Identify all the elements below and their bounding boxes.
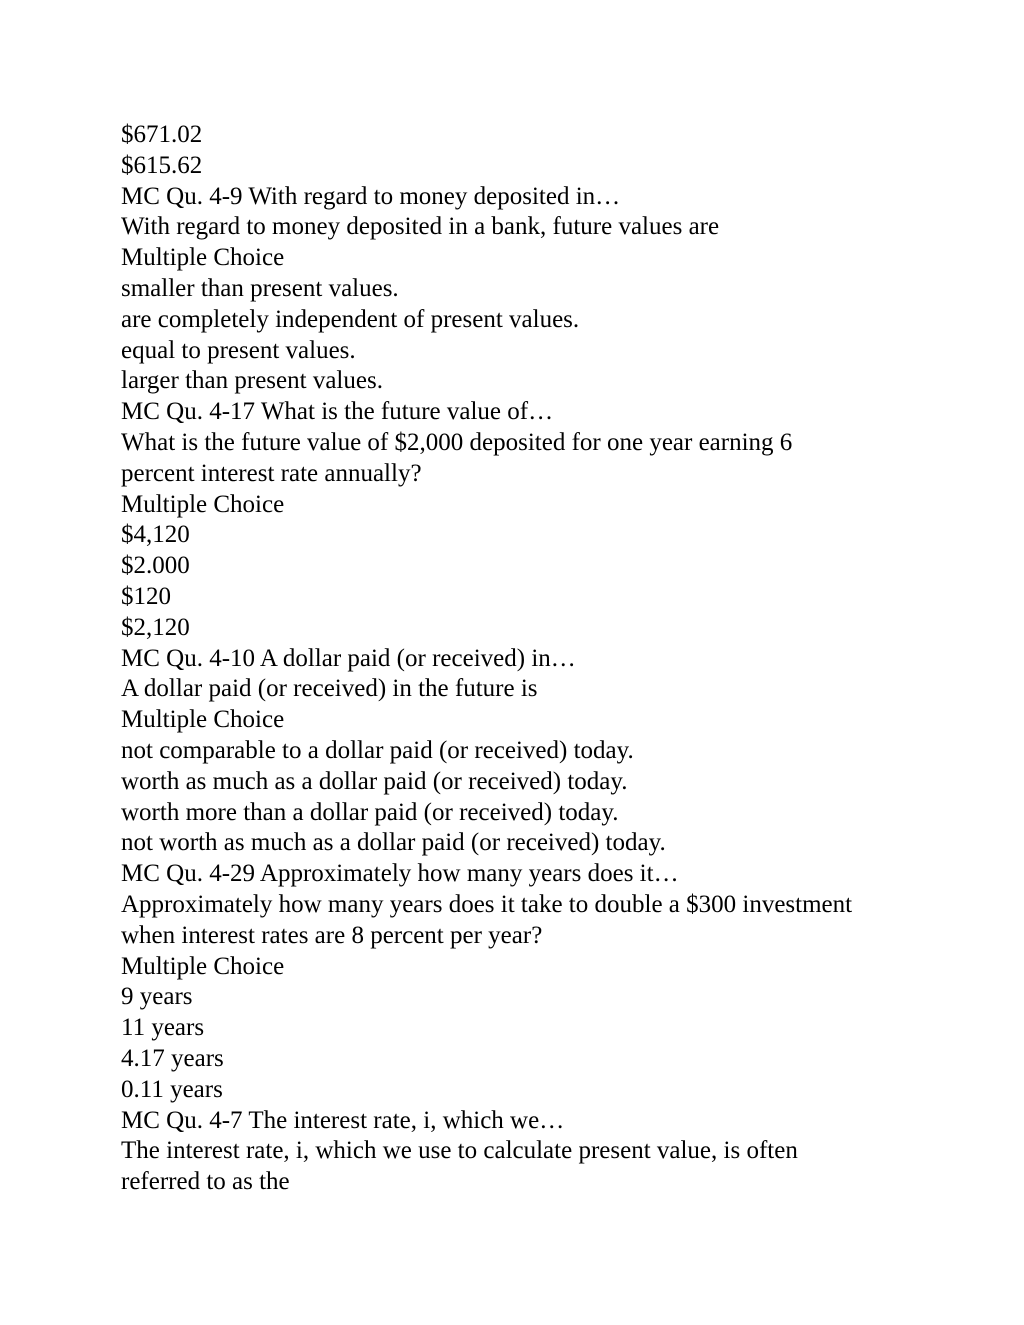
answer-option: not comparable to a dollar paid (or received) today. [121,736,634,764]
answer-option: larger than present values. [121,367,383,395]
answer-option: smaller than present values. [121,274,399,302]
question-type-label: Multiple Choice [121,706,285,734]
document-text [121,120,921,1198]
question-text: What is the future value of $2,000 deposited for one year earning 6 [121,428,793,456]
answer-option: $2,120 [121,613,190,641]
answer-option: $2.000 [121,552,190,580]
question-heading: MC Qu. 4-29 Approximately how many years does it… [121,860,679,888]
question-text: A dollar paid (or received) in the future is [121,675,538,703]
question-type-label: Multiple Choice [121,490,285,518]
answer-option: 0.11 years [121,1075,223,1103]
question-heading: MC Qu. 4-7 The interest rate, i, which we… [121,1106,565,1134]
question-text: With regard to money deposited in a bank, future values are [121,213,720,241]
answer-option: worth as much as a dollar paid (or received) today. [121,767,628,795]
question-heading: MC Qu. 4-17 What is the future value of… [121,398,554,426]
question-text: The interest rate, i, which we use to calculate present value, is often [121,1137,798,1165]
question-text: referred to as the [121,1168,290,1196]
answer-option: 11 years [121,1014,205,1042]
answer-option: 4.17 years [121,1044,224,1072]
answer-option: worth more than a dollar paid (or received) today. [121,798,619,826]
answer-option: are completely independent of present values. [121,305,580,333]
question-type-label: Multiple Choice [121,244,285,272]
question-type-label: Multiple Choice [121,952,285,980]
question-text: Approximately how many years does it take to double a $300 investment [121,890,853,918]
answer-option: 9 years [121,983,193,1011]
question-heading: MC Qu. 4-9 With regard to money deposited in… [121,182,621,210]
question-text: when interest rates are 8 percent per year? [121,921,543,949]
question-text: percent interest rate annually? [121,459,422,487]
question-heading: MC Qu. 4-10 A dollar paid (or received) in… [121,644,576,672]
answer-option: $4,120 [121,521,190,549]
answer-option: $671.02 [121,121,203,148]
answer-option: $615.62 [121,151,203,179]
answer-option: equal to present values. [121,336,356,364]
answer-option: not worth as much as a dollar paid (or received) today. [121,829,666,857]
answer-option: $120 [121,582,171,610]
